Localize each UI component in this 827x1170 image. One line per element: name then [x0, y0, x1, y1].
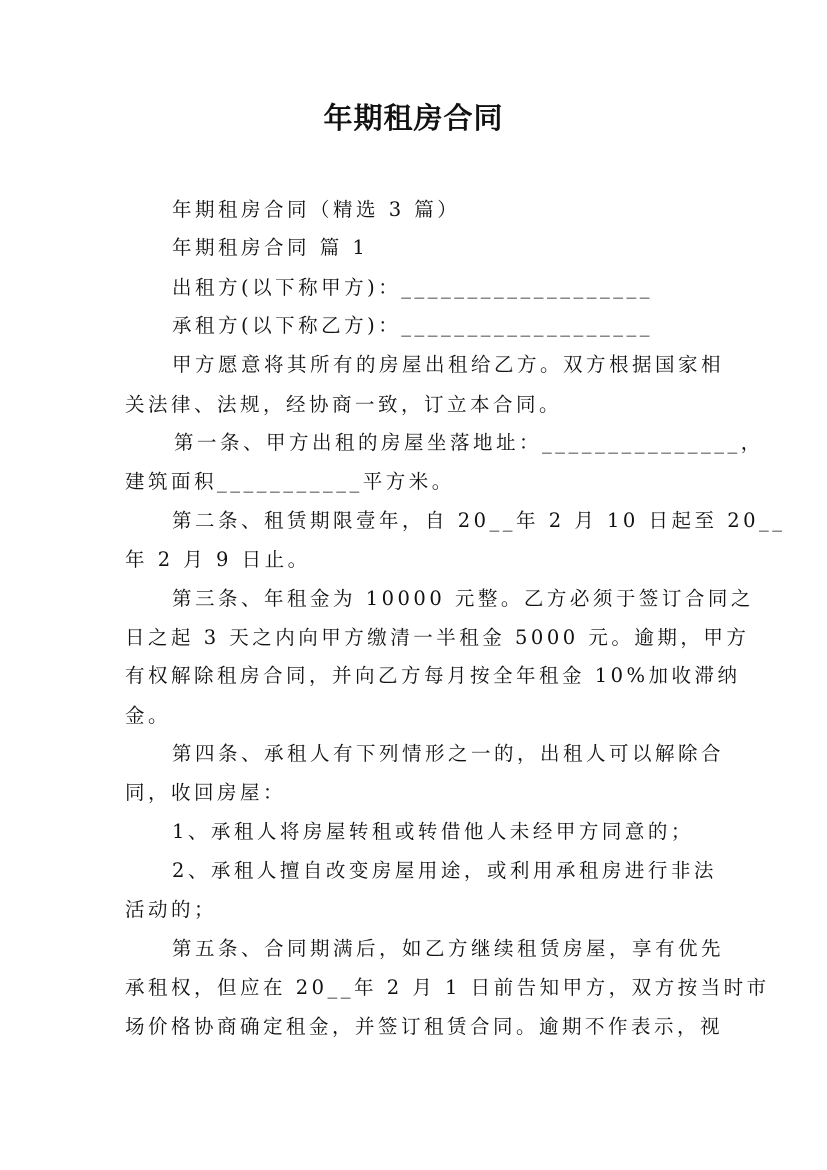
clause-5-line: 第五条、合同期满后，如乙方继续租赁房屋，享有优先: [172, 937, 725, 960]
clause-1-line: 建筑面积___________平方米。: [125, 470, 455, 493]
document-title: 年期租房合同: [323, 101, 504, 135]
clause-3-line: 金。: [125, 704, 172, 727]
clause-4-item-2: 2、承租人擅自改变房屋用途，或利用承租房进行非法: [172, 859, 717, 882]
clause-5-line: 承租权，但应在 20__年 2 月 1 日前告知甲方，双方按当时市: [125, 976, 770, 999]
clause-4-line: 第四条、承租人有下列情形之一的，出租人可以解除合: [172, 742, 725, 765]
paragraph-line: 关法律、法规，经协商一致，订立本合同。: [125, 393, 563, 416]
lessee-field: 承租方(以下称乙方)：___________________: [172, 314, 653, 337]
lessor-field: 出租方(以下称甲方)：___________________: [172, 276, 653, 299]
clause-4-item-2: 活动的；: [125, 898, 218, 921]
subtitle-line: 年期租房合同（精选 3 篇）: [172, 198, 461, 221]
clause-3-line: 有权解除租房合同，并向乙方每月按全年租金 10%加收滞纳: [125, 664, 741, 687]
clause-2-line: 年 2 月 9 日止。: [125, 548, 311, 571]
clause-3-line: 日之起 3 天之内向甲方缴清一半租金 5000 元。逾期，甲方: [125, 626, 750, 649]
clause-5-line: 场价格协商确定租金，并签订租赁合同。逾期不作表示，视: [125, 1015, 724, 1038]
paragraph-line: 甲方愿意将其所有的房屋出租给乙方。双方根据国家相: [172, 353, 725, 376]
section-heading: 年期租房合同 篇 1: [172, 236, 369, 259]
clause-2-line: 第二条、租赁期限壹年，自 20__年 2 月 10 日起至 20__: [172, 509, 786, 532]
clause-1-line: 第一条、甲方出租的房屋坐落地址：_______________，: [174, 431, 764, 454]
clause-4-line: 同，收回房屋：: [125, 781, 287, 804]
clause-3-line: 第三条、年租金为 10000 元整。乙方必须于签订合同之: [172, 587, 754, 610]
clause-4-item-1: 1、承租人将房屋转租或转借他人未经甲方同意的；: [172, 820, 694, 843]
